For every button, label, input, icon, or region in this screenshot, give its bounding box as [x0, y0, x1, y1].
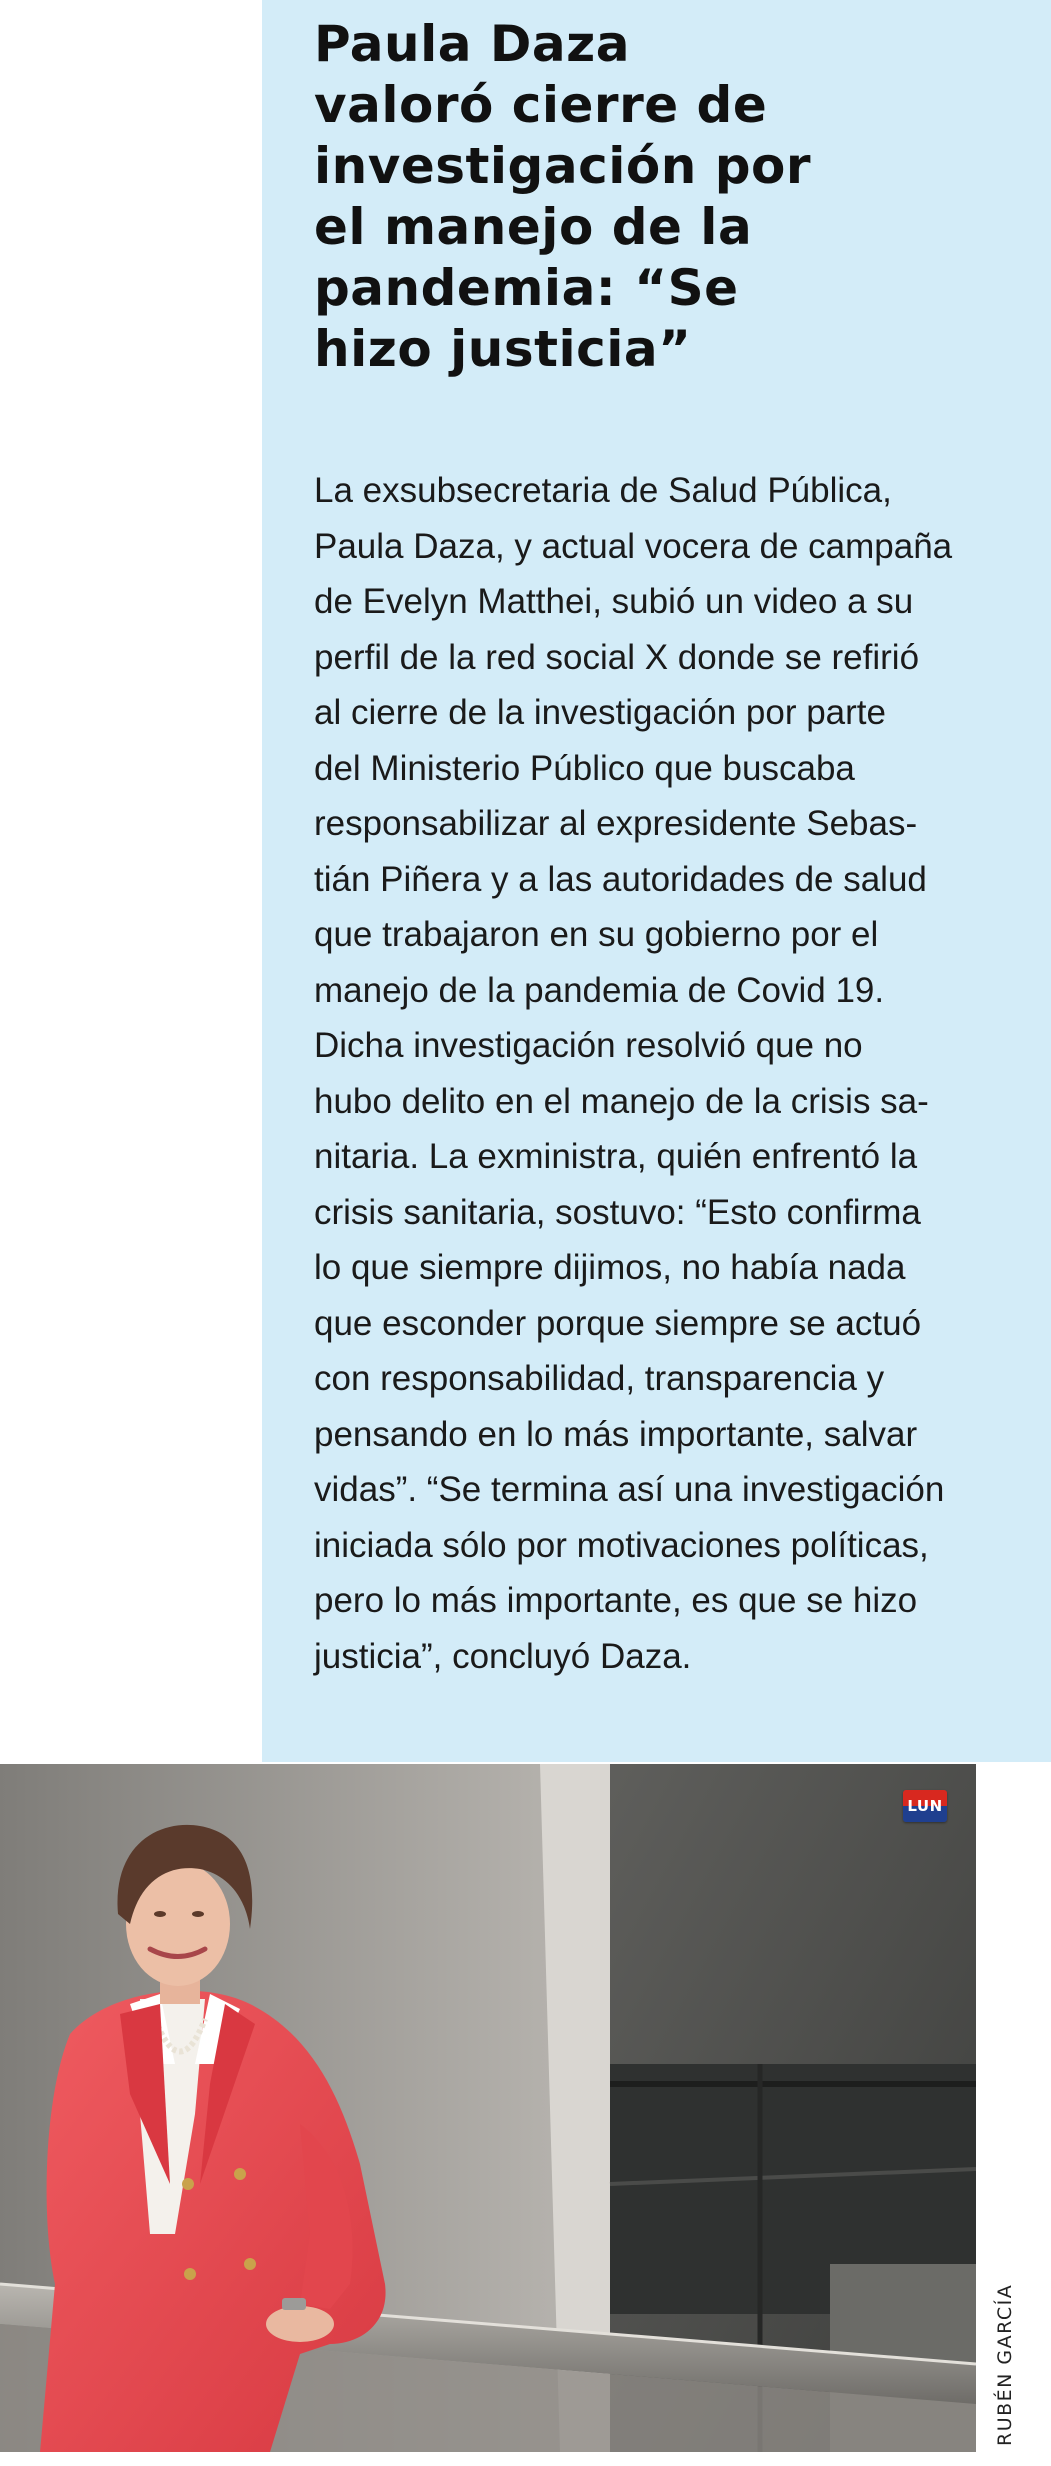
lun-logo-badge: [903, 1790, 947, 1822]
body-line: que esconder porque siempre se actuó: [314, 1303, 922, 1343]
body-line: que trabajaron en su gobierno por el: [314, 915, 879, 954]
portrait-illustration: [0, 1764, 976, 2452]
body-line: justicia”, concluyó Daza.: [314, 1636, 692, 1676]
body-line: vidas”. “Se termina así una investigación: [314, 1470, 945, 1509]
headline-line: investigación por: [314, 137, 812, 195]
body-line: lo que siempre dijimos, no había nada: [314, 1248, 906, 1287]
body-line: hubo delito en el manejo de la crisis sa-: [314, 1081, 929, 1121]
body-line: crisis sanitaria, sostuvo: “Esto confirma: [314, 1192, 921, 1232]
body-line: iniciada sólo por motivaciones políticas,: [314, 1525, 929, 1565]
article-body: [314, 463, 994, 1684]
body-line: al cierre de la investigación por parte: [314, 693, 886, 732]
lun-logo-text: LUN: [907, 1797, 943, 1815]
body-line: Dicha investigación resolvió que no: [314, 1026, 863, 1065]
headline-line: hizo justicia”: [314, 320, 692, 378]
headline-line: valoró cierre de: [314, 76, 768, 134]
body-line: responsabilizar al expresidente Sebas-: [314, 804, 918, 843]
body-line: pero lo más importante, es que se hizo: [314, 1581, 918, 1620]
body-line: tián Piñera y a las autoridades de salud: [314, 859, 927, 899]
body-line: con responsabilidad, transparencia y: [314, 1359, 885, 1398]
body-line: La exsubsecretaria de Salud Pública,: [314, 471, 892, 510]
headline-line: Paula Daza: [314, 15, 631, 73]
headline: [314, 14, 934, 380]
headline-line: pandemia: “Se: [314, 259, 739, 317]
body-line: nitaria. La exministra, quién enfrentó la: [314, 1137, 918, 1176]
body-line: perfil de la red social X donde se refirió: [314, 637, 920, 677]
body-line: manejo de la pandemia de Covid 19.: [314, 970, 885, 1010]
body-line: de Evelyn Matthei, subió un video a su: [314, 582, 914, 621]
body-line: del Ministerio Público que buscaba: [314, 748, 855, 788]
headline-line: el manejo de la: [314, 198, 753, 256]
body-line: pensando en lo más importante, salvar: [314, 1414, 918, 1454]
photo-credit: RUBÉN GARCÍA: [994, 2283, 1016, 2446]
body-line: Paula Daza, y actual vocera de campaña: [314, 526, 953, 566]
portrait-photo: [0, 1764, 976, 2452]
